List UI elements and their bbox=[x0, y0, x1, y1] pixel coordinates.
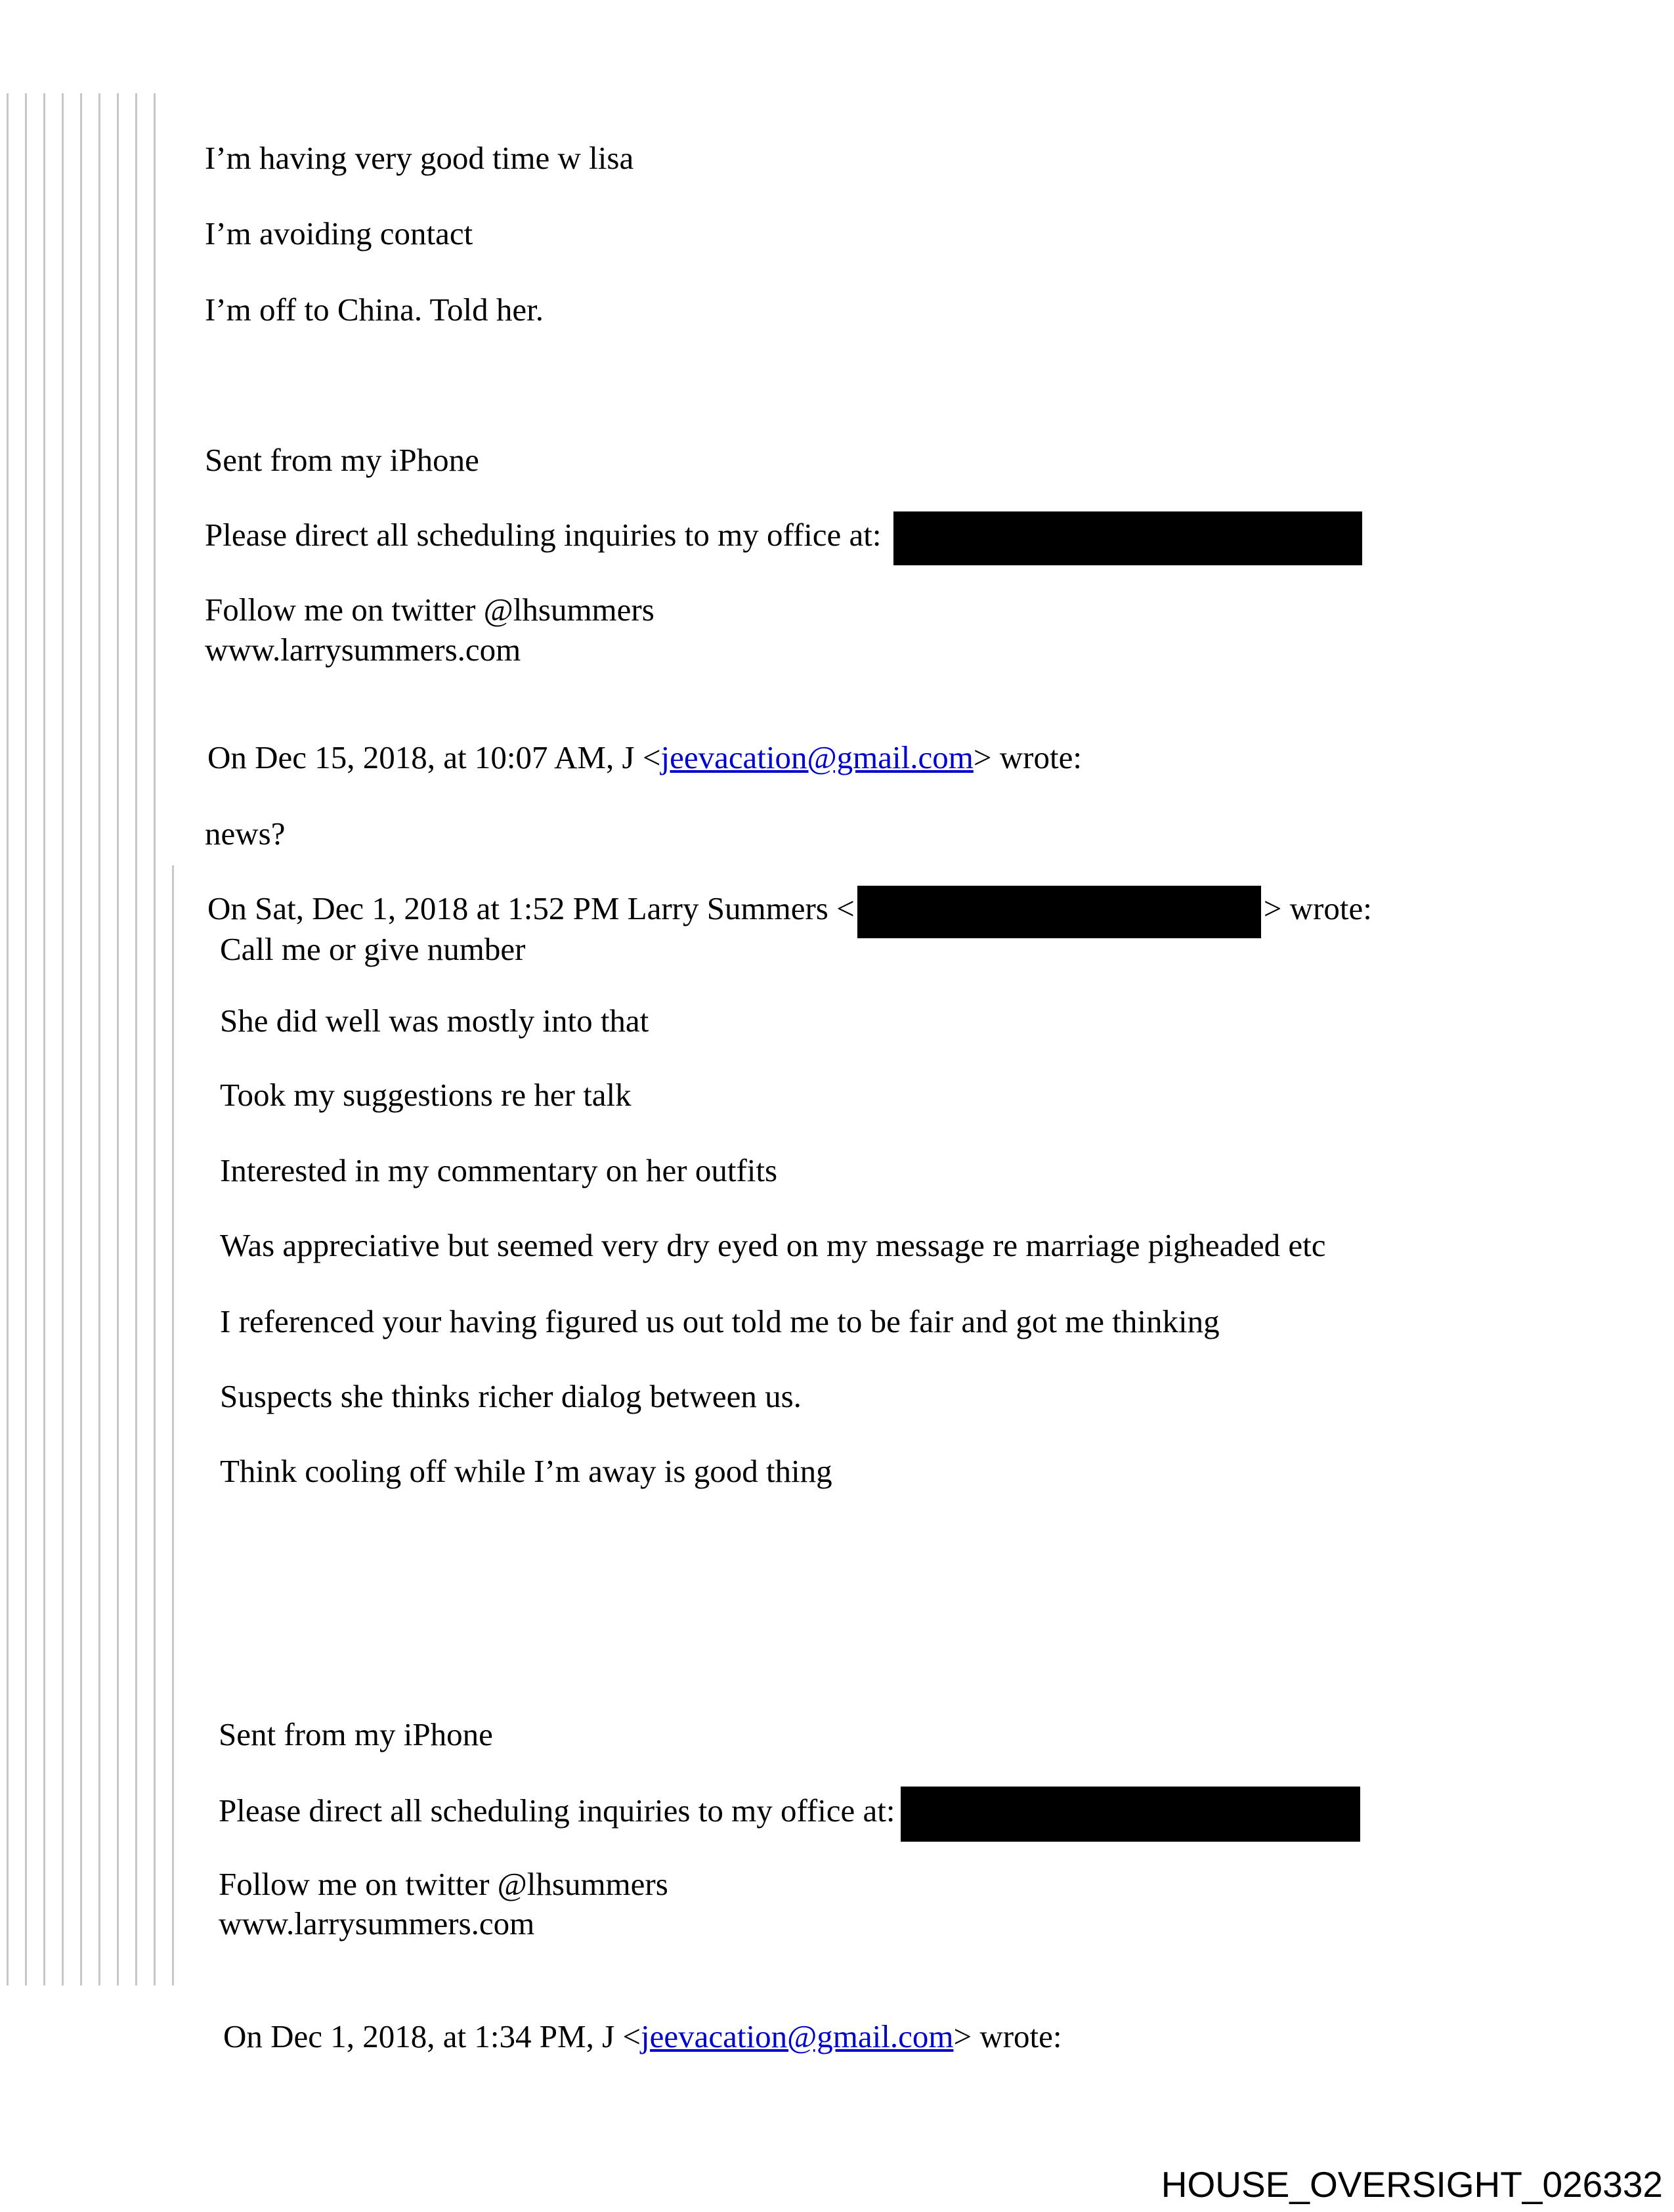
quoted-line: She did well was mostly into that bbox=[220, 1003, 649, 1039]
quote-rule bbox=[43, 93, 45, 1985]
signature-twitter: Follow me on twitter @lhsummers bbox=[219, 1866, 668, 1902]
signature-website: www.larrysummers.com bbox=[205, 632, 521, 668]
quoted-line: Was appreciative but seemed very dry eyed on my message re marriage pigheaded etc bbox=[220, 1227, 1326, 1263]
signature-sent-from: Sent from my iPhone bbox=[219, 1716, 493, 1752]
message-line: I’m off to China. Told her. bbox=[205, 292, 544, 328]
quote-rule bbox=[98, 93, 100, 1985]
quoted-line: Think cooling off while I’m away is good thing bbox=[220, 1453, 832, 1489]
footer-bates-number: HOUSE_OVERSIGHT_026332 bbox=[1161, 2164, 1663, 2205]
quote-rule bbox=[25, 93, 27, 1985]
quoted-line: Suspects she thinks richer dialog between us. bbox=[220, 1378, 802, 1414]
quote-rule bbox=[154, 93, 156, 1985]
reply-header-prefix: On Dec 1, 2018, at 1:34 PM, J < bbox=[223, 2018, 641, 2054]
email-link[interactable]: jeevacation@gmail.com bbox=[660, 739, 974, 775]
signature-scheduling-line bbox=[219, 1792, 1360, 1830]
quote-rule-inner bbox=[172, 865, 174, 1985]
signature-sent-from: Sent from my iPhone bbox=[205, 442, 479, 478]
reply-header-suffix: > wrote: bbox=[1263, 890, 1372, 926]
reply-header-suffix: > wrote: bbox=[953, 2018, 1062, 2054]
redaction-bar bbox=[901, 1787, 1360, 1842]
reply-header-prefix: On Dec 15, 2018, at 10:07 AM, J < bbox=[207, 739, 661, 775]
redaction-bar bbox=[893, 511, 1362, 565]
reply-header bbox=[223, 2018, 1062, 2056]
message-line: I’m having very good time w lisa bbox=[205, 140, 634, 176]
message-line: news? bbox=[205, 815, 286, 852]
quoted-line: I referenced your having figured us out told me to be fair and got me thinking bbox=[220, 1303, 1220, 1339]
scheduling-text: Please direct all scheduling inquiries to my office at: bbox=[219, 1792, 895, 1829]
reply-header bbox=[207, 739, 1082, 777]
quoted-line: Call me or give number bbox=[220, 931, 526, 967]
quote-rule bbox=[80, 93, 82, 1985]
quoted-line: Interested in my commentary on her outfits bbox=[220, 1152, 778, 1188]
quote-rule bbox=[117, 93, 119, 1985]
quote-rule bbox=[62, 93, 64, 1985]
signature-scheduling-line bbox=[205, 516, 1362, 554]
reply-header bbox=[207, 890, 1372, 928]
reply-header-suffix: > wrote: bbox=[973, 739, 1082, 775]
quoted-line: Took my suggestions re her talk bbox=[220, 1077, 632, 1113]
message-line: I’m avoiding contact bbox=[205, 215, 473, 251]
reply-header-prefix: On Sat, Dec 1, 2018 at 1:52 PM Larry Summers < bbox=[207, 890, 855, 926]
redaction-bar bbox=[857, 886, 1261, 938]
signature-website: www.larrysummers.com bbox=[219, 1905, 535, 1941]
quote-rule bbox=[135, 93, 137, 1985]
quote-rule bbox=[7, 93, 9, 1985]
email-link[interactable]: jeevacation@gmail.com bbox=[641, 2018, 954, 2054]
signature-twitter: Follow me on twitter @lhsummers bbox=[205, 592, 655, 628]
scheduling-text: Please direct all scheduling inquiries to my office at: bbox=[205, 517, 882, 553]
